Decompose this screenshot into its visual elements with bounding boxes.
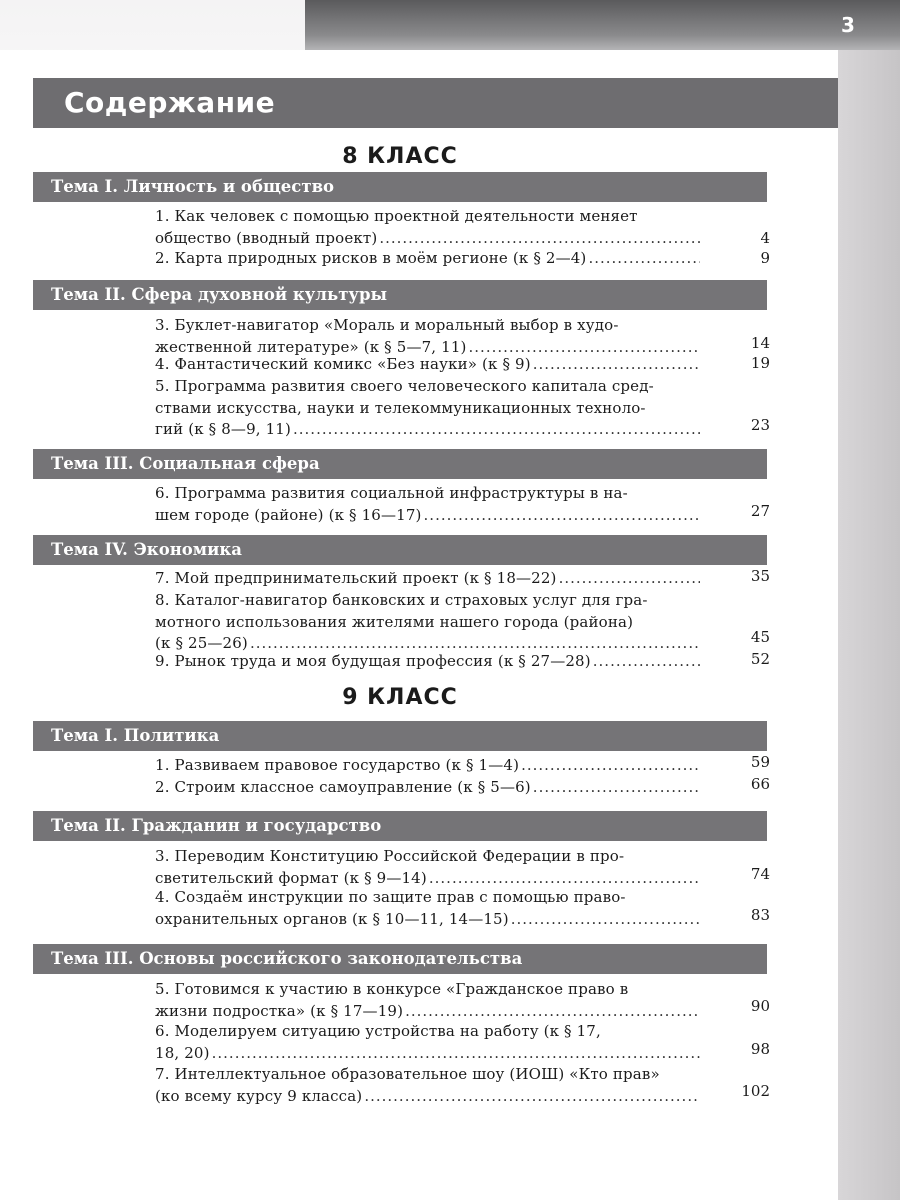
toc-entry[interactable] [155,354,700,376]
toc-entry-last-line [155,505,700,527]
dot-leader [533,354,700,376]
toc-entry[interactable] [155,1021,700,1064]
toc-entry-line: 6. Программа развития социальной инфраструктуры в на- [155,484,628,502]
toc-entry-text: 7. Мой предпринимательский проект (к § 18—22) [155,569,557,587]
toc-entry[interactable] [155,568,700,590]
dot-leader [559,568,700,590]
dot-leader [511,909,700,931]
toc-entry-text: 18, 20) [155,1043,210,1062]
theme-heading: Тема III. Основы российского законодательства [33,944,767,974]
toc-entry-last-line [155,651,700,673]
toc-entry-text: 2. Карта природных рисков в моём регионе (к § 2—4) [155,249,587,267]
theme-heading: Тема II. Гражданин и государство [33,811,767,841]
dot-leader [379,228,700,250]
toc-page-number: 83 [750,906,770,924]
toc-entry[interactable] [155,1064,700,1107]
toc-entry-text: светительский формат (к § 9—14) [155,868,427,887]
toc-entry-line: 1. Как человек с помощью проектной деятельности меняет [155,207,638,225]
dot-leader [212,1043,700,1065]
dot-leader [521,755,700,777]
top-header-band [305,0,900,50]
toc-entry-text: 9. Рынок труда и моя будущая профессия (к § 27—28) [155,652,591,670]
toc-entry-text: (к § 25—26) [155,634,248,652]
toc-entry-last-line [155,248,700,270]
dot-leader [429,868,700,890]
dot-leader [588,248,700,270]
dot-leader [405,1001,700,1023]
toc-page-number: 19 [750,354,770,372]
toc-entry-last-line [155,1043,700,1065]
toc-entry[interactable] [155,483,700,526]
toc-entry-line: 4. Создаём инструкции по защите прав с помощью право- [155,888,626,906]
toc-entry[interactable] [155,376,700,441]
toc-entry-text: 1. Развиваем правовое государство (к § 1—4) [155,756,520,774]
toc-page-number: 4 [760,229,770,247]
toc-entry-line: ствами искусства, науки и телекоммуникационных техноло- [155,398,646,417]
toc-entry-line: 3. Переводим Конституцию Российской Федерации в про- [155,847,625,865]
toc-entry-line: 5. Готовимся к участию в конкурсе «Гражданское право в [155,980,629,998]
toc-entry-text: (ко всему курсу 9 класса) [155,1086,363,1105]
toc-entry-text: общество (вводный проект) [155,228,378,247]
toc-entry-last-line [155,868,700,890]
toc-entry-last-line [155,777,700,799]
toc-page-number: 59 [750,753,770,771]
toc-entry[interactable] [155,248,700,270]
toc-entry-line: 7. Интеллектуальное образовательное шоу (ИОШ) «Кто прав» [155,1065,660,1083]
dot-leader [593,651,700,673]
toc-page-number: 102 [741,1082,770,1100]
dot-leader [533,777,700,799]
toc-page-number: 66 [750,775,770,793]
page-edge-shadow [838,50,900,1200]
grade-8-heading: 8 КЛАСС [342,144,458,169]
toc-entry[interactable] [155,887,700,930]
page-number: 3 [841,13,855,37]
toc-page-number: 52 [750,650,770,668]
toc-entry[interactable] [155,979,700,1022]
toc-entry-text: жественной литературе» (к § 5—7, 11) [155,337,467,356]
toc-page-number: 98 [750,1040,770,1058]
toc-entry-line: 8. Каталог-навигатор банковских и страховых услуг для гра- [155,591,648,609]
toc-entry-text: шем городе (районе) (к § 16—17) [155,505,422,524]
toc-entry-line: 5. Программа развития своего человеческого капитала сред- [155,377,654,395]
toc-entry[interactable] [155,755,700,777]
dot-leader [424,505,700,527]
toc-entry-last-line [155,755,700,777]
toc-page-number: 27 [750,502,770,520]
toc-entry-last-line [155,1086,700,1108]
toc-page-number: 9 [760,249,770,267]
theme-heading: Тема III. Социальная сфера [33,449,767,479]
toc-page-number: 35 [750,567,770,585]
toc-entry-last-line [155,1001,700,1023]
toc-entry-last-line [155,354,700,376]
dot-leader [293,419,700,441]
toc-entry-text: охранительных органов (к § 10—11, 14—15) [155,909,509,928]
toc-entry[interactable] [155,777,700,799]
toc-entry[interactable] [155,206,700,249]
toc-page-number: 14 [750,334,770,352]
toc-entry-last-line [155,419,700,441]
toc-entry[interactable] [155,315,700,358]
theme-heading: Тема IV. Экономика [33,535,767,565]
theme-heading: Тема I. Политика [33,721,767,751]
theme-heading: Тема II. Сфера духовной культуры [33,280,767,310]
toc-page-number: 45 [750,628,770,646]
toc-page-number: 23 [750,416,770,434]
toc-entry[interactable] [155,651,700,673]
toc-entry-last-line [155,909,700,931]
toc-entry-last-line [155,228,700,250]
theme-heading: Тема I. Личность и общество [33,172,767,202]
toc-entry[interactable] [155,846,700,889]
toc-entry-line: мотного использования жителями нашего города (района) [155,612,634,631]
toc-entry-text: гий (к § 8—9, 11) [155,420,291,438]
toc-entry-line: 3. Буклет-навигатор «Мораль и моральный выбор в худо- [155,316,619,334]
dot-leader [364,1086,700,1108]
toc-entry-text: жизни подростка» (к § 17—19) [155,1001,404,1020]
toc-page-number: 90 [750,997,770,1015]
grade-9-heading: 9 КЛАСС [342,685,458,710]
toc-entry-text: 2. Строим классное самоуправление (к § 5—6) [155,778,531,796]
toc-entry-text: 4. Фантастический комикс «Без науки» (к § 9) [155,355,531,373]
toc-page-number: 74 [750,865,770,883]
toc-entry[interactable] [155,590,700,655]
toc-entry-line: 6. Моделируем ситуацию устройства на работу (к § 17, [155,1022,601,1040]
page-title: Содержание [64,86,276,119]
toc-entry-last-line [155,568,700,590]
